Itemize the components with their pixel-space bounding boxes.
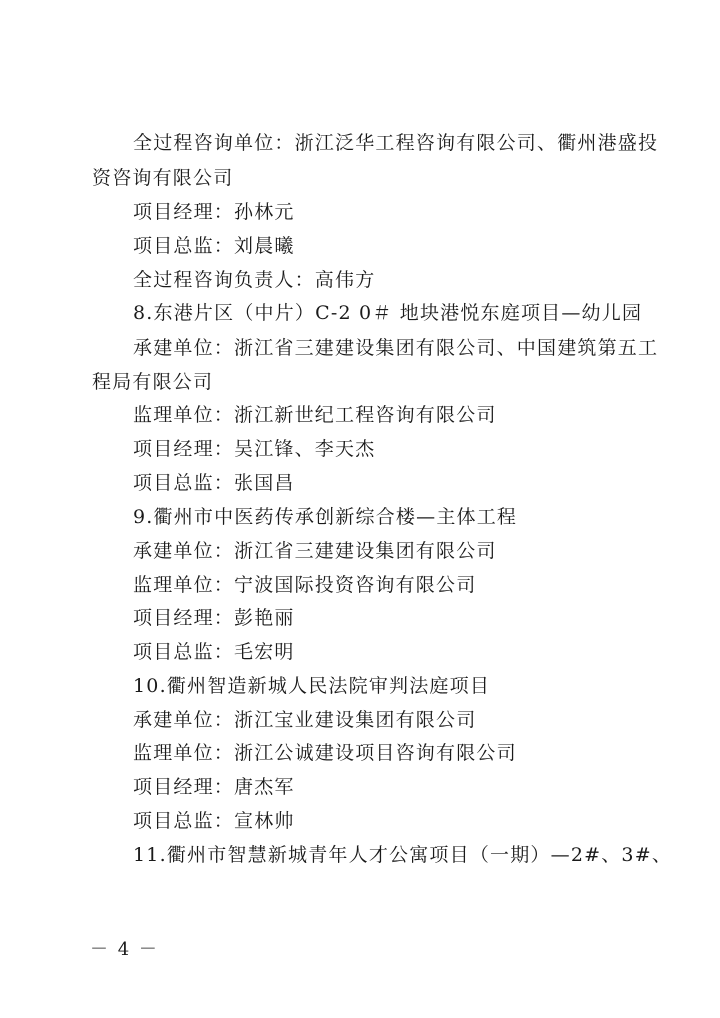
text-line: 承建单位：浙江宝业建设集团有限公司 <box>133 709 477 731</box>
text-line: 全过程咨询单位：浙江泛华工程咨询有限公司、衢州港盛投 <box>133 132 659 154</box>
section-heading: 9.衢州市中医药传承创新综合楼—主体工程 <box>133 506 518 528</box>
text-line: 承建单位：浙江省三建建设集团有限公司、中国建筑第五工 <box>133 337 659 359</box>
text-line: 项目经理：唐杰军 <box>133 776 295 798</box>
text-line: 监理单位：浙江公诚建设项目咨询有限公司 <box>133 742 517 764</box>
section-heading: 10.衢州智造新城人民法院审判法庭项目 <box>133 675 491 697</box>
text-line: 全过程咨询负责人：高伟方 <box>133 269 376 291</box>
section-heading: 11.衢州市智慧新城青年人才公寓项目（一期）—2#、3#、 <box>133 844 673 866</box>
text-line: 项目经理：吴江锋、李天杰 <box>133 438 376 460</box>
text-line: 项目总监：刘晨曦 <box>133 235 295 257</box>
section-heading: 8.东港片区（中片）C-2 0＃ 地块港悦东庭项目—幼儿园 <box>133 302 643 324</box>
text-line: 项目经理：彭艳丽 <box>133 607 295 629</box>
text-line: 程局有限公司 <box>92 371 214 393</box>
text-line: 承建单位：浙江省三建建设集团有限公司 <box>133 540 497 562</box>
text-line: 监理单位：宁波国际投资咨询有限公司 <box>133 574 477 596</box>
text-line: 项目总监：毛宏明 <box>133 641 295 663</box>
text-line: 项目经理：孙林元 <box>133 201 295 223</box>
page-number: － 4 － <box>90 939 159 960</box>
text-line: 监理单位：浙江新世纪工程咨询有限公司 <box>133 404 497 426</box>
text-line: 项目总监：张国昌 <box>133 472 295 494</box>
text-line: 项目总监：宣林帅 <box>133 810 295 832</box>
text-line: 资咨询有限公司 <box>92 167 234 189</box>
